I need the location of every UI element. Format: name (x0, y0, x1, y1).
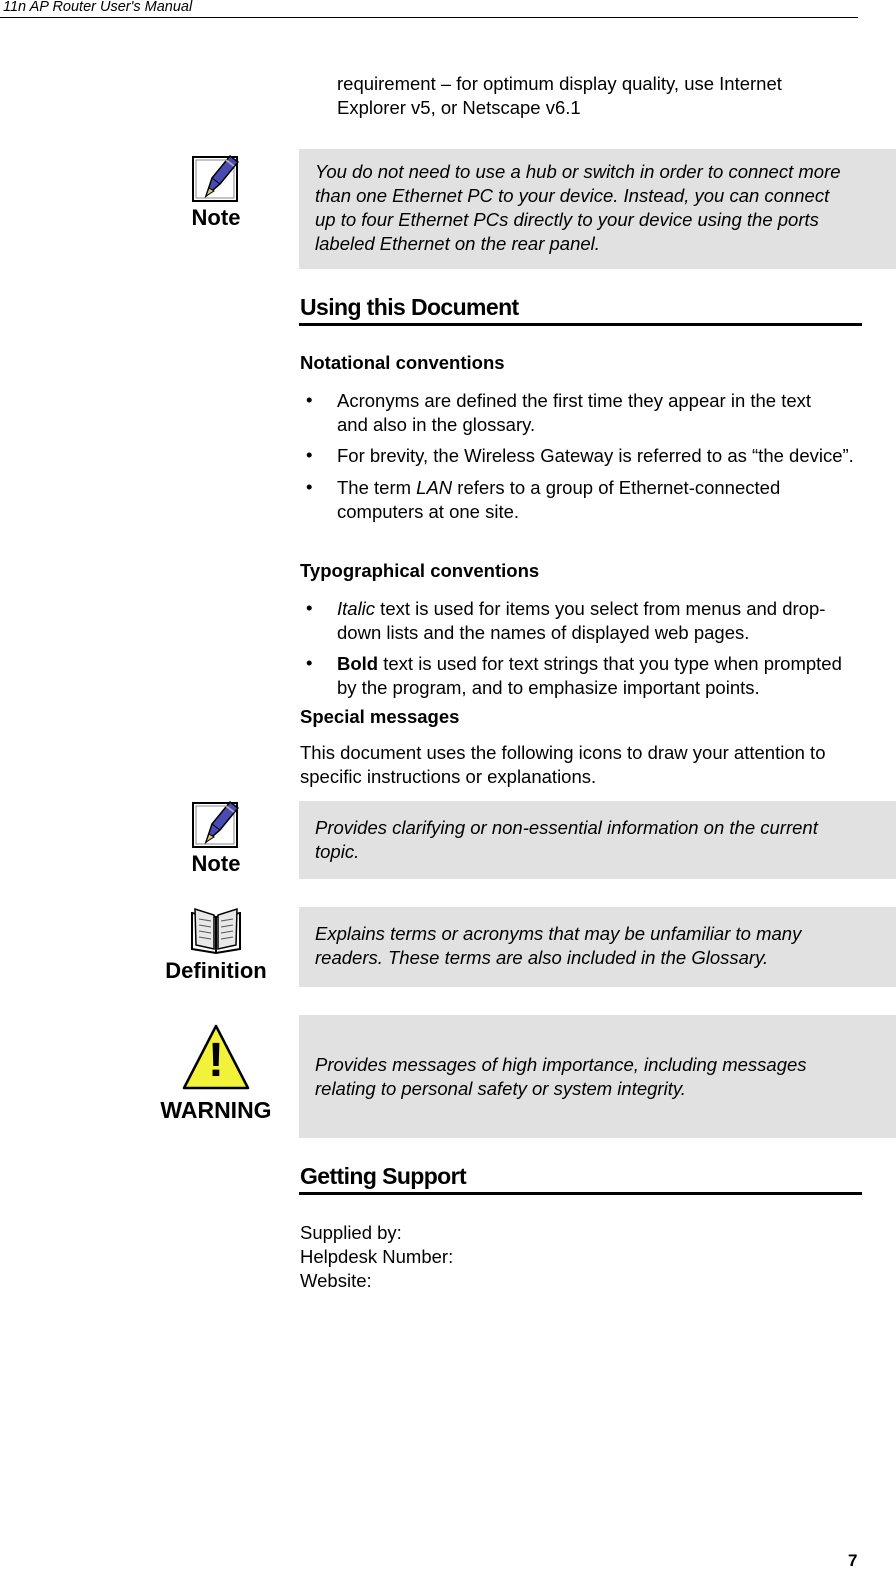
definition-callout-icon (150, 905, 282, 990)
page-number: 7 (848, 1551, 858, 1570)
warning-message-line-2: relating to personal safety or system integrity. (315, 1078, 686, 1099)
website-label: Website: (300, 1270, 372, 1291)
bullet-marker: • (306, 389, 313, 410)
getting-support-rule (299, 1192, 862, 1195)
warning-callout-icon (150, 1022, 282, 1127)
manual-title: 11n AP Router User's Manual (3, 0, 193, 15)
intro-paragraph (337, 72, 782, 120)
helpdesk-number-label: Helpdesk Number: (300, 1246, 454, 1267)
note-pencil-icon (186, 798, 246, 850)
notational-item-lan-line-2: computers at one site. (337, 501, 520, 522)
bullet-marker: • (306, 652, 313, 673)
definition-message-line-2: readers. These terms are also included in the Glossary. (315, 947, 769, 968)
top-note-line-2: than one Ethernet PC to your device. Instead, you can connect (315, 185, 830, 206)
notational-item-acronyms-line-2: and also in the glossary. (337, 414, 536, 435)
notational-item-device: For brevity, the Wireless Gateway is referred to as “the device”. (337, 445, 854, 466)
bullet-marker: • (306, 597, 313, 618)
special-messages-line-2: specific instructions or explanations. (300, 766, 597, 787)
note-message-box (299, 801, 896, 879)
note-message-line-2: topic. (315, 841, 360, 862)
using-document-heading: Using this Document (300, 294, 519, 320)
special-messages-line-1: This document uses the following icons to draw your attention to (300, 742, 826, 763)
lan-text-prefix: The term (337, 477, 417, 498)
support-details (300, 1221, 453, 1293)
typographical-item-italic (337, 597, 825, 645)
notational-item-lan (337, 476, 780, 524)
bold-description: text is used for text strings that you type when prompted (378, 653, 842, 674)
special-messages-intro (300, 741, 825, 789)
typographical-item-italic-line-1 (337, 597, 825, 621)
top-note-label: Note (191, 205, 241, 230)
notational-item-acronyms (337, 389, 811, 437)
italic-description: text is used for items you select from menus and drop- (375, 598, 826, 619)
top-note-callout-icon (186, 152, 246, 237)
typographical-conventions-heading: Typographical conventions (300, 560, 540, 581)
typographical-item-italic-line-2: down lists and the names of displayed web pages. (337, 622, 750, 643)
warning-label: WARNING (160, 1097, 272, 1123)
bold-term: Bold (337, 653, 379, 674)
using-document-rule (299, 323, 862, 326)
getting-support-heading: Getting Support (300, 1163, 467, 1189)
typographical-item-bold-line-1 (337, 652, 842, 676)
typographical-item-bold-line-2: by the program, and to emphasize important points. (337, 677, 760, 698)
note-pencil-icon (186, 152, 246, 204)
note-message-line-1: Provides clarifying or non-essential information on the current (315, 817, 818, 838)
supplied-by-label: Supplied by: (300, 1222, 402, 1243)
notational-conventions-heading: Notational conventions (300, 352, 505, 373)
header-divider (0, 17, 858, 18)
notational-item-acronyms-line-1: Acronyms are defined the first time they appear in the text (337, 390, 812, 411)
top-note-line-1: You do not need to use a hub or switch in order to connect more (315, 161, 841, 182)
lan-term: LAN (416, 477, 453, 498)
warning-message-line-1: Provides messages of high importance, including messages (315, 1054, 807, 1075)
top-note-line-4: labeled Ethernet on the rear panel. (315, 233, 600, 254)
top-note-box (299, 149, 896, 269)
open-book-icon (188, 905, 244, 957)
top-note-line-3: up to four Ethernet PCs directly to your device using the ports (315, 209, 819, 230)
notational-item-lan-line-1 (337, 476, 780, 500)
bullet-marker: • (306, 444, 313, 465)
note-callout-icon (186, 798, 246, 883)
definition-message-line-1: Explains terms or acronyms that may be unfamiliar to many (315, 923, 802, 944)
intro-line-1: requirement – for optimum display quality, use Internet (337, 73, 782, 94)
lan-text-suffix: refers to a group of Ethernet-connected (452, 477, 781, 498)
note-label: Note (191, 851, 241, 876)
warning-exclamation-mark: ! (208, 1034, 224, 1087)
warning-message-box (299, 1015, 896, 1138)
special-messages-heading: Special messages (300, 706, 460, 727)
bullet-marker: • (306, 476, 313, 497)
definition-label: Definition (165, 958, 267, 983)
italic-term: Italic (337, 598, 376, 619)
intro-line-2: Explorer v5, or Netscape v6.1 (337, 97, 581, 118)
definition-message-box (299, 907, 896, 987)
typographical-item-bold (337, 652, 842, 700)
